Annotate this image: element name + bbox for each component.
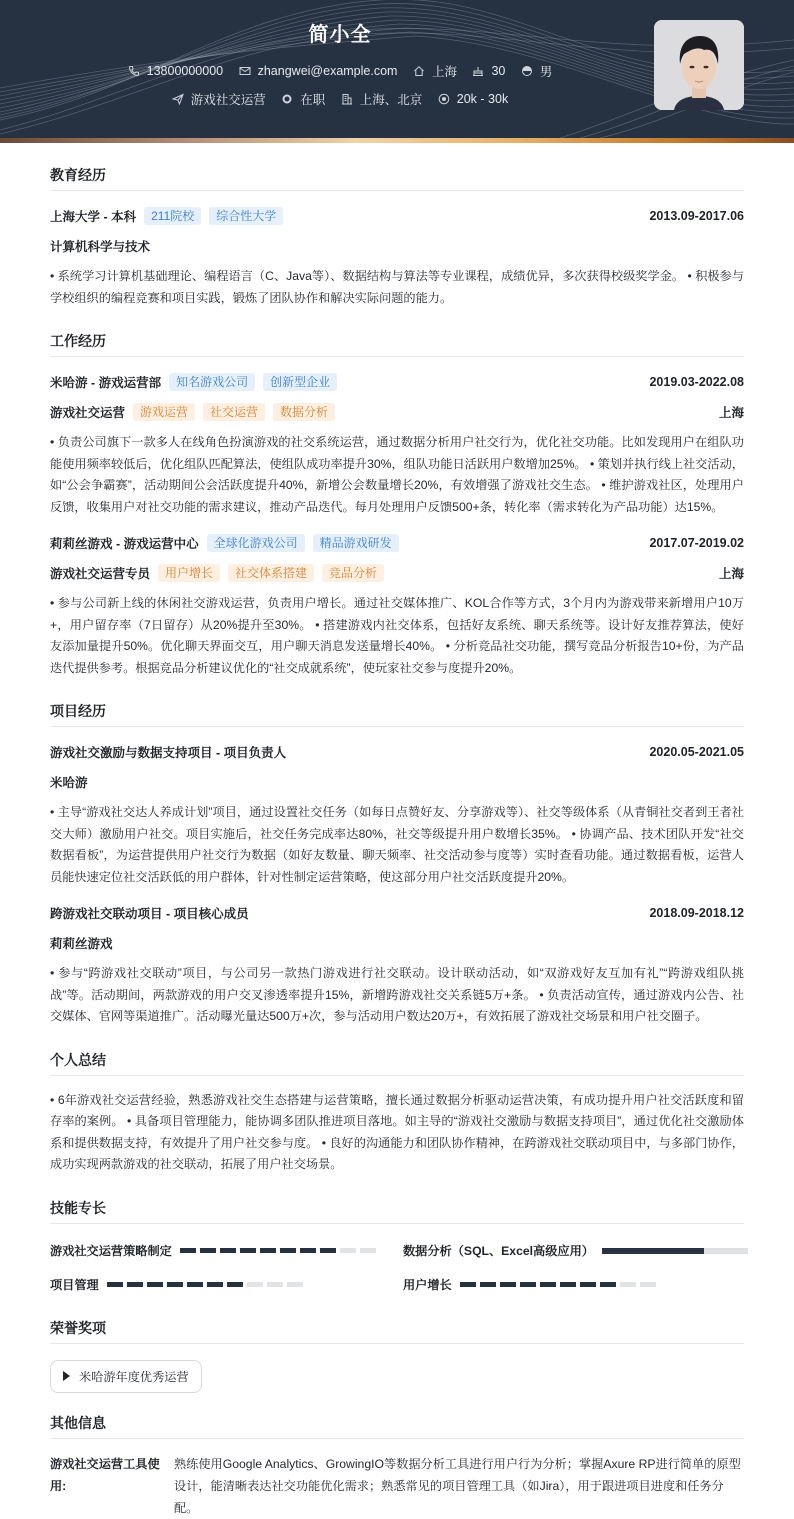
work-location: 上海 (718, 406, 744, 420)
skill-level-dot (280, 1248, 296, 1253)
skill-level-dot (460, 1282, 476, 1287)
age-item (472, 64, 505, 78)
gender-text: 男 (539, 65, 553, 79)
skill-level-dot (500, 1282, 516, 1287)
candidate-name: 简小全 (308, 24, 372, 46)
education-section (50, 165, 744, 309)
skill-level-dot (480, 1282, 496, 1287)
role-tag: 社交运营 (203, 403, 265, 421)
skill-level-dot (620, 1282, 636, 1287)
intent-row (0, 90, 680, 108)
portrait-image (654, 20, 744, 110)
role-tag: 用户增长 (158, 564, 220, 582)
project-date: 2018.09-2018.12 (649, 906, 744, 920)
mail-icon (239, 65, 251, 77)
company-tag: 全球化游戏公司 (207, 534, 305, 552)
skill-level-dot (220, 1248, 236, 1253)
skill-level-dots (460, 1282, 660, 1287)
summary-section (50, 1050, 744, 1176)
other-info-row (50, 1453, 744, 1519)
skill-level-dot (580, 1282, 596, 1287)
skill-level-dot (180, 1248, 196, 1253)
section-title-education: 教育经历 (50, 165, 744, 191)
project-description: • 参与“跨游戏社交联动”项目，与公司另一款热门游戏进行社交联动。设计联动活动，如“双游戏好友互加有礼”“跨游戏组队挑战”等。活动期间，两款游戏的用户交叉渗透率提升15%，新增跨游戏社交关系链5万+条。 • 负责活动宣传，通过游戏内公告、社交媒体、官网等渠道推广。活动曝光量达500万+次，参与活动用户数达20万+，有效拓展了游戏社交场景和用户社交圈子。 (50, 966, 744, 1023)
status-icon (281, 93, 293, 105)
school-tag: 211院校 (144, 207, 201, 225)
role-tag: 社交体系搭建 (228, 564, 314, 582)
job-role: 游戏社交运营专员 (50, 567, 151, 581)
section-title-work: 工作经历 (50, 331, 744, 357)
phone-icon (128, 65, 140, 77)
work-description: • 参与公司新上线的休闲社交游戏运营，负责用户增长。通过社交媒体推广、KOL合作等方式，3个月内为游戏带来新增用户10万+，用户留存率（7日留存）从20%提升至30%。 • 搭建游戏内社交体系，包括好友系统、聊天系统等。设计好友推荐算法，使好友添加量提升50%。优化聊天界面交互，用户聊天消息发送量增长40%。 • 分析竞品社交功能，撰写竞品分析报告10+份，为产品迭代提供参考。根据竞品分析建议优化的“社交成就系统”，使玩家社交参与度提升20%。 (50, 596, 744, 675)
skill-level-dots (180, 1248, 380, 1253)
project-name: 跨游戏社交联动项目 - 项目核心成员 (50, 907, 249, 921)
other-info-value: 熟练使用Google Analytics、GrowingIO等数据分析工具进行用户行为分析；掌握Axure RP进行简单的原型设计，能清晰表达社交功能优化需求；熟悉常见的项目管理工具（如Jira），用于跟进项目进度和任务分配。 (174, 1456, 741, 1515)
skill-item (50, 1274, 403, 1296)
project-name: 游戏社交激励与数据支持项目 - 项目负责人 (50, 746, 287, 760)
home-icon (413, 65, 425, 77)
section-title-summary: 个人总结 (50, 1050, 744, 1076)
skill-level-fill (602, 1248, 704, 1254)
skill-item (403, 1274, 748, 1296)
work-description: • 负责公司旗下一款多人在线角色扮演游戏的社交系统运营，通过数据分析用户社交行为，优化社交功能。比如发现用户在组队功能使用频率较低后，优化组队匹配算法，使组队成功率提升30%，组队功能日活跃用户数增加25%。 • 策划并执行线上社交活动，如“公会争霸赛”，活动期间公会活跃度提升40%，新增公会数量增长20%，有效增强了游戏社交生态。 • 维护游戏社区，处理用户反馈，收集用户对社交功能的需求建议，推动产品迭代。每月处理用户反馈500+条，转化率（需求转化为产品功能）达15%。 (50, 435, 744, 514)
skills-section (50, 1198, 744, 1296)
award-name: 米哈游年度优秀运营 (79, 1369, 189, 1384)
skill-level-dot (147, 1282, 163, 1287)
section-title-skills: 技能专长 (50, 1198, 744, 1224)
skill-level-dot (107, 1282, 123, 1287)
email-text: zhangwei@example.com (257, 64, 398, 78)
status-item (281, 90, 325, 108)
award-badge (50, 1360, 202, 1393)
phone-item (128, 64, 223, 78)
skill-level-dots (107, 1282, 307, 1287)
salary-text: 20k - 30k (456, 92, 509, 106)
work-date: 2019.03-2022.08 (649, 375, 744, 389)
company-name: 莉莉丝游戏 - 游戏运营中心 (50, 537, 199, 551)
section-title-other: 其他信息 (50, 1413, 744, 1439)
other-section (50, 1413, 744, 1519)
skill-level-dot (340, 1248, 356, 1253)
section-title-awards: 荣誉奖项 (50, 1318, 744, 1344)
skill-level-dot (167, 1282, 183, 1287)
project-org: 米哈游 (50, 776, 88, 790)
skill-level-dot (600, 1282, 616, 1287)
school-name: 上海大学 - 本科 (50, 210, 137, 224)
position-text: 游戏社交运营 (190, 93, 266, 107)
age-text: 30 (491, 64, 506, 78)
education-entry (50, 205, 744, 309)
skill-item (50, 1240, 403, 1262)
major: 计算机科学与技术 (50, 240, 151, 254)
skill-level-dot (560, 1282, 576, 1287)
skill-level-dot (520, 1282, 536, 1287)
projects-section (50, 701, 744, 1028)
skill-level-dot (240, 1248, 256, 1253)
gender-item (521, 62, 553, 80)
phone-text: 13800000000 (146, 64, 224, 78)
skill-name: 游戏社交运营策略制定 (50, 1244, 172, 1258)
project-entry (50, 741, 744, 888)
summary-text: • 6年游戏社交运营经验，熟悉游戏社交生态搭建与运营策略，擅长通过数据分析驱动运营决策，有成功提升用户社交活跃度和留存率的案例。 • 具备项目管理能力，能协调多团队推进项目落地。如主导的“游戏社交激励与数据支持项目”，通过优化社交激励体系和提供数据支持，有效提升了用户社交参与度。 • 良好的沟通能力和团队协作精神，在跨游戏社交联动项目中，与多部门协作，成功实现两款游戏的社交联动，拓展了用户社交场景。 (50, 1092, 744, 1171)
project-entry (50, 902, 744, 1028)
skill-name: 用户增长 (403, 1278, 452, 1292)
resume-header (0, 0, 794, 138)
position-item (172, 90, 266, 108)
skill-level-dot (207, 1282, 223, 1287)
skill-level-dot (227, 1282, 243, 1287)
school-tag: 综合性大学 (209, 207, 283, 225)
salary-item (438, 92, 508, 106)
work-location: 上海 (718, 567, 744, 581)
skill-name: 数据分析（SQL、Excel高级应用） (403, 1244, 594, 1258)
location-text: 上海 (431, 65, 457, 79)
work-entry (50, 532, 744, 679)
gender-icon (521, 65, 533, 77)
education-description: • 系统学习计算机基础理论、编程语言（C、Java等）、数据结构与算法等专业课程，成绩优异，多次获得校级奖学金。 • 积极参与学校组织的编程竞赛和项目实践，锻炼了团队协作和解决实际问题的能力。 (50, 269, 744, 305)
location-item (413, 62, 457, 80)
project-org: 莉莉丝游戏 (50, 937, 113, 951)
work-date: 2017.07-2019.02 (649, 536, 744, 550)
header-accent-bar (0, 138, 794, 143)
company-tag: 精品游戏研发 (313, 534, 399, 552)
work-section (50, 331, 744, 679)
skill-item (403, 1240, 748, 1262)
work-entry (50, 371, 744, 518)
skill-level-dot (320, 1248, 336, 1253)
skill-level-bar (602, 1248, 748, 1254)
skill-name: 项目管理 (50, 1278, 99, 1292)
skill-level-dot (360, 1248, 376, 1253)
job-role: 游戏社交运营 (50, 406, 126, 420)
avatar (654, 20, 744, 110)
contact-row (0, 62, 680, 80)
section-title-projects: 项目经历 (50, 701, 744, 727)
skill-level-dot (640, 1282, 656, 1287)
skill-level-dot (200, 1248, 216, 1253)
email-item (239, 64, 398, 78)
building-icon (341, 93, 353, 105)
skills-grid (50, 1240, 744, 1296)
company-tag: 创新型企业 (263, 373, 337, 391)
skill-level-dot (260, 1248, 276, 1253)
project-description: • 主导“游戏社交达人养成计划”项目，通过设置社交任务（如每日点赞好友、分享游戏等）、社交等级体系（从青铜社交者到王者社交大师）激励用户社交。项目实施后，社交任务完成率达80%，社交等级提升用户数增长35%。 • 协调产品、技术团队开发“社交数据看板”，为运营提供用户社交行为数据（如好友数量、聊天频率、社交活动参与度等）实时查看功能。通过数据看板，运营人员能快速定位社交活跃低的用户群体，针对性制定运营策略，使这部分用户社交活跃度提升20%。 (50, 805, 744, 884)
role-tag: 竞品分析 (322, 564, 384, 582)
company-name: 米哈游 - 游戏运营部 (50, 376, 162, 390)
company-tag: 知名游戏公司 (169, 373, 255, 391)
role-tag: 数据分析 (273, 403, 335, 421)
salary-icon (438, 93, 450, 105)
skill-level-dot (247, 1282, 263, 1287)
role-tag: 游戏运营 (133, 403, 195, 421)
other-info-label: 游戏社交运营工具使用: (50, 1456, 160, 1493)
skill-level-dot (300, 1248, 316, 1253)
cake-icon (472, 65, 484, 77)
city-item (341, 90, 423, 108)
education-date: 2013.09-2017.06 (649, 209, 744, 223)
city-text: 上海、北京 (359, 93, 423, 107)
skill-level-dot (187, 1282, 203, 1287)
skill-level-dot (127, 1282, 143, 1287)
awards-section (50, 1318, 744, 1393)
status-text: 在职 (300, 93, 326, 107)
skill-level-dot (540, 1282, 556, 1287)
triangle-right-icon (63, 1371, 70, 1381)
project-date: 2020.05-2021.05 (649, 745, 744, 759)
skill-level-dot (287, 1282, 303, 1287)
skill-level-dot (267, 1282, 283, 1287)
send-icon (172, 93, 184, 105)
resume-body (0, 165, 794, 1519)
